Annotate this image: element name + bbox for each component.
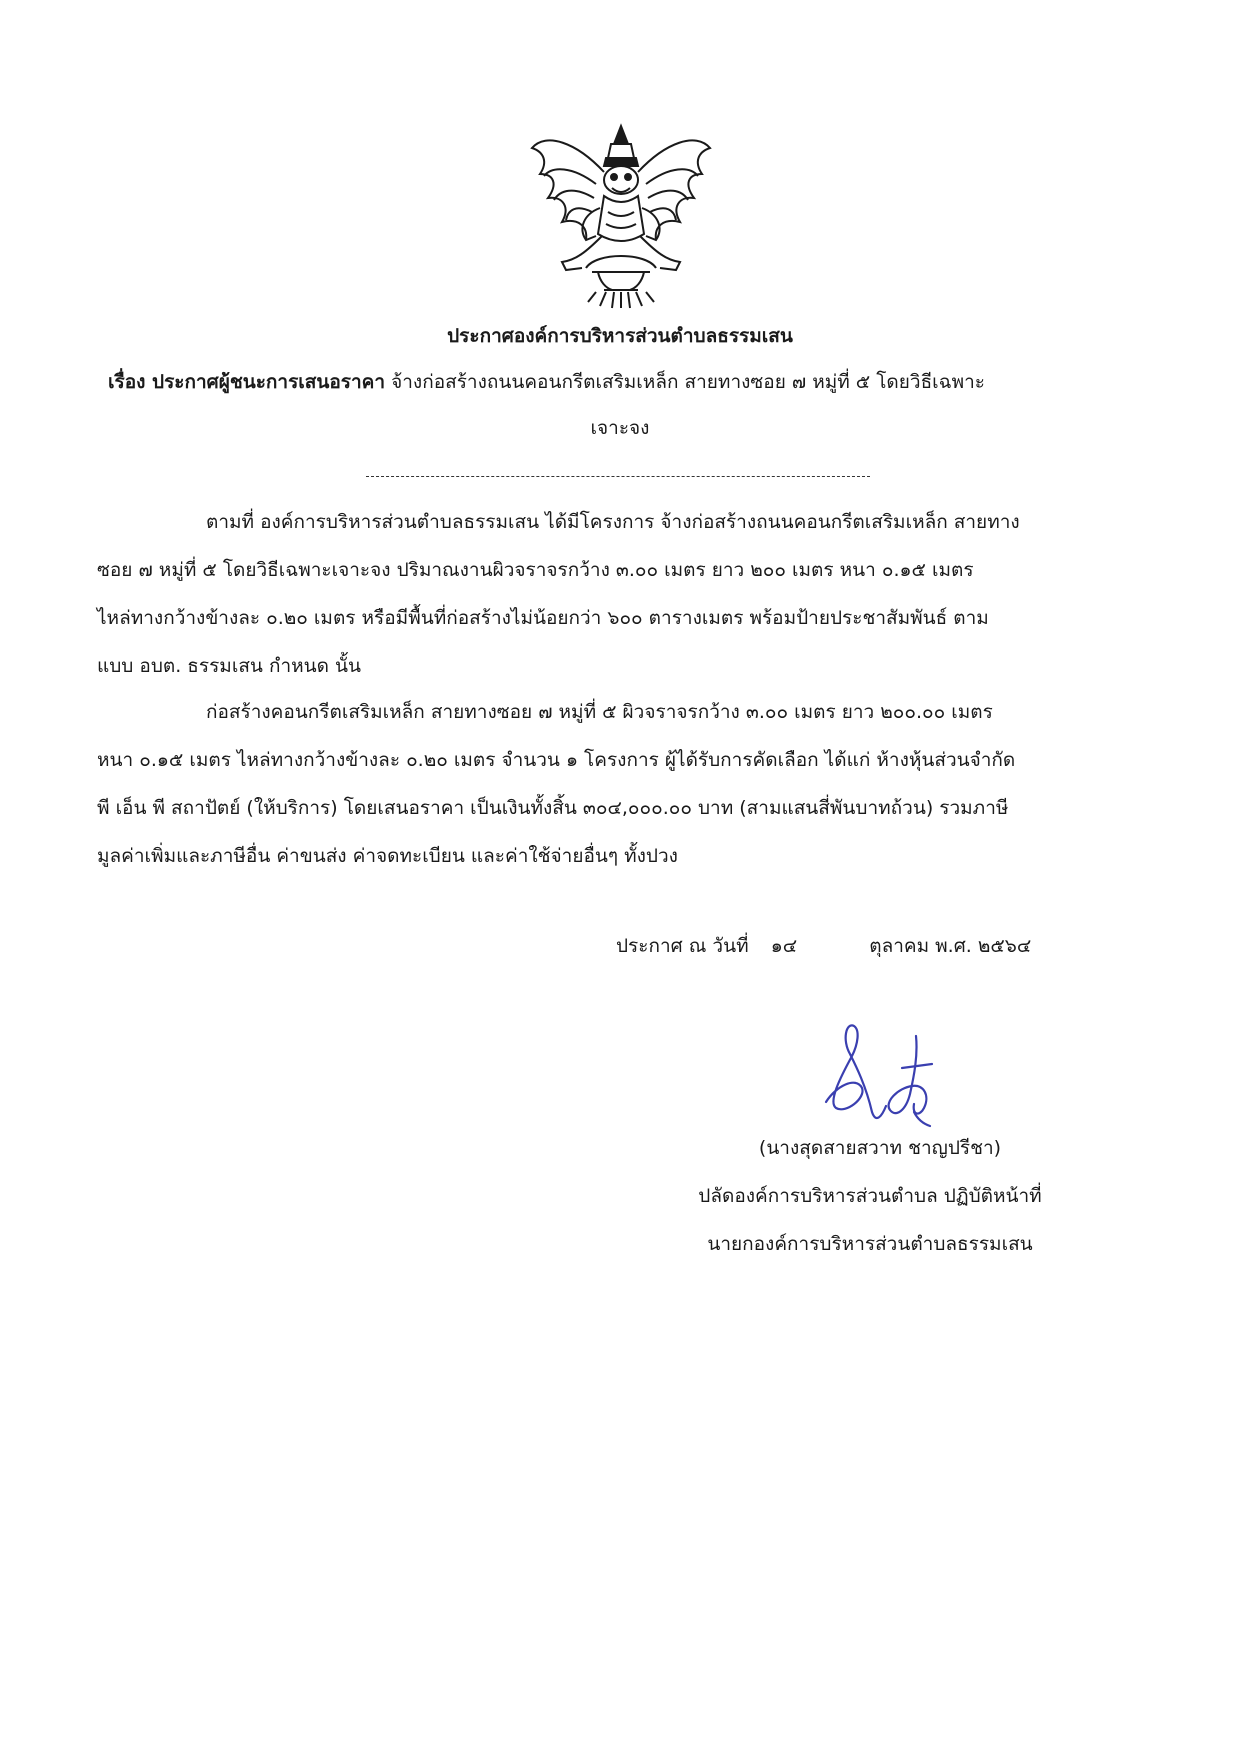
signatory-position-2: นายกองค์การบริหารส่วนตำบลธรรมเสน <box>707 1233 1033 1255</box>
date-day: ๑๔ <box>770 935 798 957</box>
subject-text-1: จ้างก่อสร้างถนนคอนกรีตเสริมเหล็ก สายทางซอย ๗ หมู่ที่ ๕ โดยวิธีเฉพาะ <box>391 371 985 393</box>
paragraph-1-line-1: ตามที่ องค์การบริหารส่วนตำบลธรรมเสน ได้มีโครงการ จ้างก่อสร้างถนนคอนกรีตเสริมเหล็ก สายทาง <box>206 511 1020 533</box>
subject-label: เรื่อง ประกาศผู้ชนะการเสนอราคา <box>108 371 386 393</box>
signatory-position-1: ปลัดองค์การบริหารส่วนตำบล ปฏิบัติหน้าที่ <box>698 1185 1042 1207</box>
paragraph-2-line-3: พี เอ็น พี สถาปัตย์ (ให้บริการ) โดยเสนอราคา เป็นเงินทั้งสิ้น ๓๐๔,๐๐๐.๐๐ บาท (สามแสนสี่พันบาทถ้วน) รวมภาษี <box>97 797 1009 819</box>
paragraph-2-line-4: มูลค่าเพิ่มและภาษีอื่น ค่าขนส่ง ค่าจดทะเบียน และค่าใช้จ่ายอื่นๆ ทั้งปวง <box>97 845 678 867</box>
paragraph-1-line-4: แบบ อบต. ธรรมเสน กำหนด นั้น <box>97 655 361 677</box>
paragraph-1-line-2: ซอย ๗ หมู่ที่ ๕ โดยวิธีเฉพาะเจาะจง ปริมาณงานผิวจราจรกว้าง ๓.๐๐ เมตร ยาว ๒๐๐ เมตร หนา ๐.๑๕ เมตร <box>97 559 974 581</box>
announcement-date <box>616 932 1031 960</box>
header-divider <box>366 476 870 477</box>
announcement-title: ประกาศองค์การบริหารส่วนตำบลธรรมเสน <box>447 325 793 347</box>
subject-line-2: เจาะจง <box>590 417 650 439</box>
paragraph-1-line-3: ไหล่ทางกว้างข้างละ ๐.๒๐ เมตร หรือมีพื้นที่ก่อสร้างไม่น้อยกว่า ๖๐๐ ตารางเมตร พร้อมป้ายประชาสัมพันธ์ ตาม <box>97 607 989 629</box>
paragraph-2-line-1: ก่อสร้างคอนกรีตเสริมเหล็ก สายทางซอย ๗ หมู่ที่ ๕ ผิวจราจรกว้าง ๓.๐๐ เมตร ยาว ๒๐๐.๐๐ เมตร <box>206 701 993 723</box>
date-label: ประกาศ ณ วันที่ <box>616 935 749 957</box>
paragraph-2-line-2: หนา ๐.๑๕ เมตร ไหล่ทางกว้างข้างละ ๐.๒๐ เมตร จำนวน ๑ โครงการ ผู้ได้รับการคัดเลือก ได้แก่ ห้างหุ้นส่วนจำกัด <box>97 749 1016 771</box>
subject-line-1 <box>108 368 985 396</box>
garuda-emblem-icon <box>526 122 716 310</box>
date-month-year: ตุลาคม พ.ศ. ๒๕๖๔ <box>869 935 1032 957</box>
signatory-name: (นางสุดสายสวาท ชาญปรีชา) <box>758 1137 1002 1159</box>
handwritten-signature <box>806 1016 966 1132</box>
